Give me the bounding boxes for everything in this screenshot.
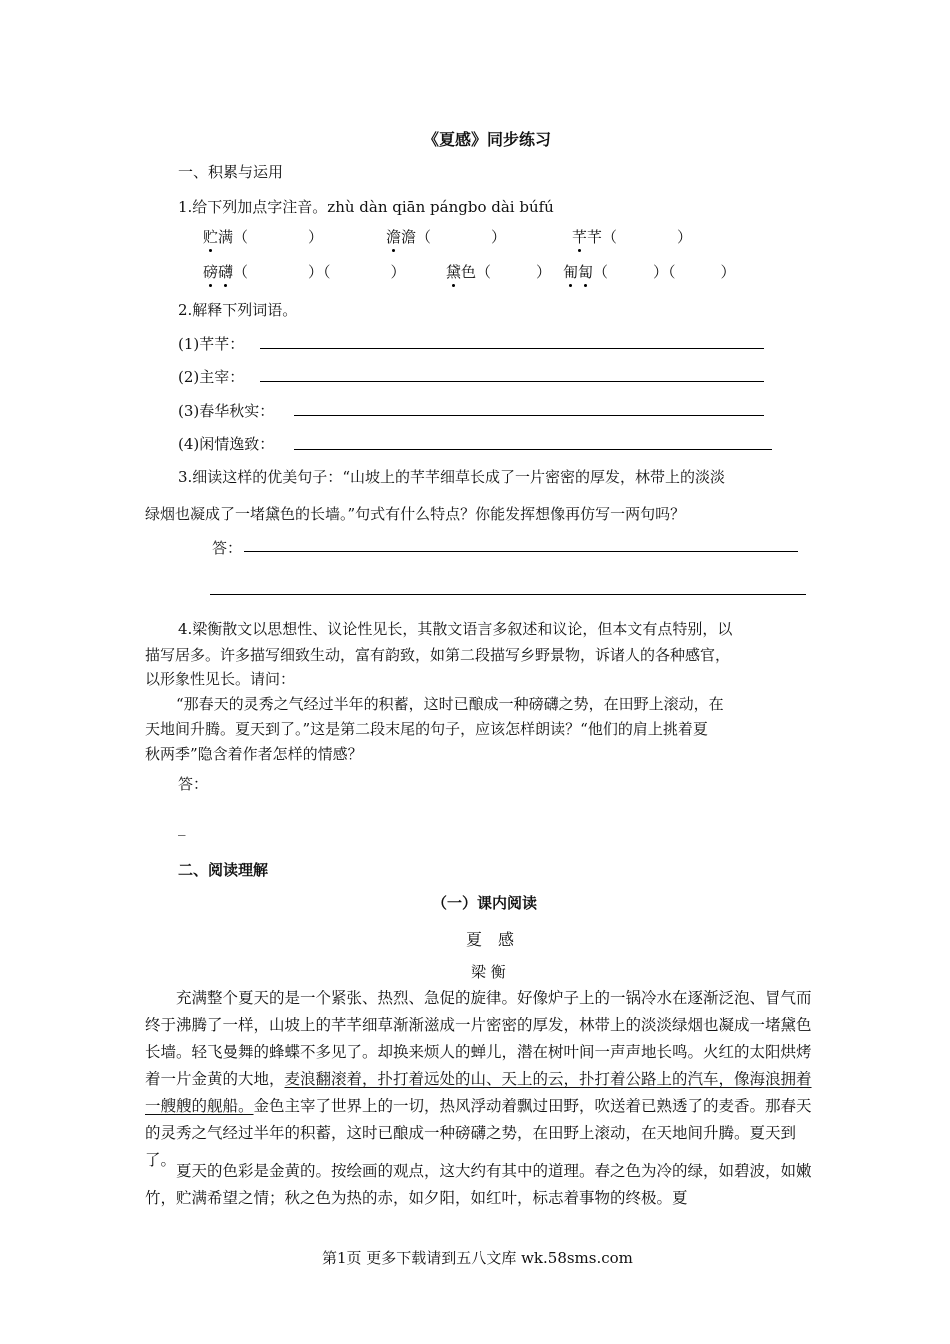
plain-char: 芊 [587,228,603,246]
essay-paragraph-1 [145,985,815,1174]
q3-answer-line-2[interactable] [210,594,806,595]
q4-answer-label: 答： [178,775,209,793]
section-2-heading: 二、阅读理解 [178,861,269,879]
q4-line-3: 以形象性见长。请问： [145,670,296,688]
pinyin-blank[interactable]: （ ）（ ） [233,263,406,281]
pinyin-blank[interactable]: （ ） [233,228,324,246]
q2-item-1: (1)芊芊： [178,335,245,353]
plain-char: 色 [461,263,477,281]
q2-answer-line-3[interactable] [294,415,764,416]
q2-answer-line-2[interactable] [260,381,764,382]
q1-word-zhuman [203,226,323,247]
q2-answer-line-1[interactable] [260,348,764,349]
q4-line-4: “那春天的灵秀之气经过半年的积蓄，这时已酿成一种磅礴之势，在田野上滚动，在 [176,695,724,713]
dotted-char: 礴 [218,263,234,281]
q4-line-2: 描写居多。许多描写细致生动，富有韵致，如第二段描写乡野景物，诉诸人的各种感官， [145,646,731,664]
q3-line-2: 绿烟也凝成了一堵黛色的长墙。”句式有什么特点？你能发挥想像再仿写一两句吗？ [145,505,686,523]
q4-line-6: 秋两季”隐含着作者怎样的情感？ [145,745,363,763]
dotted-char: 匐 [578,263,594,281]
q4-line-5: 天地间升腾。夏天到了。”这是第二段末尾的句子，应该怎样朗读？“他们的肩上挑着夏 [145,720,708,738]
section-1-heading: 一、积累与运用 [178,163,284,181]
pinyin-blank[interactable]: （ ） [476,263,552,281]
q4-line-1: 4.梁衡散文以思想性、议论性见长，其散文语言多叙述和议论，但本文有点特别，以 [178,620,733,638]
dotted-char: 芊 [572,228,588,246]
dotted-char: 澹 [386,228,402,246]
dotted-char: 黛 [446,263,462,281]
q1-word-pufu [563,261,736,282]
dotted-char: 贮 [203,228,219,246]
q1-word-dandan [386,226,506,247]
q1-word-daise [446,261,551,282]
paragraph-1-text-a: 充满整个夏天的是一个紧张、热烈、急促的旋律。好像炉子上的一锅冷水在逐渐泛泡、冒气而终于沸腾了一样，山坡上的芊芊细草渐渐滋成一片密密的厚发，林带上的淡淡绿烟也凝成一堵黛色长墙。轻飞曼舞的蜂蝶不多见了。却换来烦人的蝉儿，潜在树叶间一声声地长鸣。火红的太阳烘烤着一片金黄的大地， [145,989,812,1088]
dotted-char: 匍 [563,263,579,281]
plain-char: 满 [218,228,234,246]
q2-item-3: (3)春华秋实： [178,402,275,420]
essay-author: 梁 衡 [471,963,506,981]
q3-answer-line-1[interactable] [244,551,798,552]
q3-line-1: 3.细读这样的优美句子：“山坡上的芊芊细草长成了一片密密的厚发，林带上的淡淡 [178,468,725,486]
q2-prompt: 2.解释下列词语。 [178,301,298,319]
page-title: 《夏感》同步练习 [423,130,552,149]
pinyin-blank[interactable]: （ ）（ ） [593,263,736,281]
q2-item-2: (2)主宰： [178,368,245,386]
q4-answer-dash[interactable]: _ [178,818,186,836]
subsection-heading: （一）课内阅读 [432,894,538,912]
q1-word-pangbo [203,261,406,282]
page-footer: 第1页 更多下载请到五八文库 wk.58sms.com [322,1249,633,1267]
q2-item-4: (4)闲情逸致： [178,435,275,453]
essay-paragraph-2: 夏天的色彩是金黄的。按绘画的观点，这大约有其中的道理。春之色为冷的绿，如碧波，如嫩竹，贮满希望之情；秋之色为热的赤，如夕阳，如红叶，标志着事物的终极。夏 [145,1162,812,1207]
q1-prompt: 1.给下列加点字注音。zhù dàn qiān pángbo dài búfú [178,198,554,216]
plain-char: 澹 [401,228,417,246]
q3-answer-label: 答： [212,539,243,557]
dotted-char: 磅 [203,263,219,281]
paragraph-1-underlined-sentence: 麦浪翻滚着，扑打着远处的山、天上的云，扑打着公路上的汽车，像海浪拥着一艘艘的舰船。 [145,1070,812,1115]
paragraph-1-text-b: 金色主宰了世界上的一切，热风浮动着飘过田野，吹送着已熟透了的麦香。那春天的灵秀之气经过半年的积蓄，这时已酿成一种磅礴之势，在田野上滚动，在天地间升腾。夏天到了。 [145,1097,812,1169]
pinyin-blank[interactable]: （ ） [416,228,507,246]
essay-title: 夏 感 [466,930,515,949]
q1-word-qianqian [572,226,692,247]
pinyin-blank[interactable]: （ ） [602,228,693,246]
q2-answer-line-4[interactable] [294,449,772,450]
